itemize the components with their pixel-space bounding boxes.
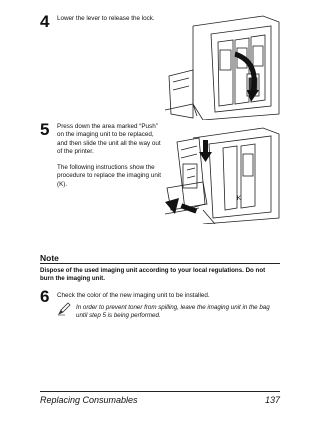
- note-text: Dispose of the used imaging unit according to your local regulations. Do not burn the imaging unit.: [40, 267, 266, 283]
- lever-release-illustration: [163, 14, 280, 120]
- note-title: Note: [40, 253, 59, 263]
- tip-text: In order to prevent toner from spilling, leave the imaging unit in the bag until step 5 is being performed.: [76, 304, 270, 320]
- pencil-note-icon: [57, 302, 71, 316]
- note-rule: [40, 263, 280, 264]
- step-5-number: 5: [40, 120, 50, 139]
- step-6-number: 6: [40, 287, 50, 306]
- unit-label-k: K: [237, 196, 242, 202]
- step-5-paragraph-1: Press down the area marked “Push” on the imaging unit to be replaced, and then slide the unit all the way out of the printer.: [57, 123, 161, 155]
- step-4-text: Lower the lever to release the lock.: [57, 15, 155, 22]
- remove-imaging-unit-illustration: [163, 124, 280, 224]
- footer-rule: [40, 391, 280, 392]
- step-5-text: [57, 123, 165, 189]
- footer-page-number: 137: [264, 395, 280, 405]
- step-5-paragraph-2: The following instructions show the procedure to replace the imaging unit (K).: [57, 164, 161, 188]
- step-4-number: 4: [40, 12, 50, 31]
- footer-section: Replacing Consumables: [40, 395, 138, 405]
- step-6-text: Check the color of the new imaging unit to be installed.: [57, 292, 210, 299]
